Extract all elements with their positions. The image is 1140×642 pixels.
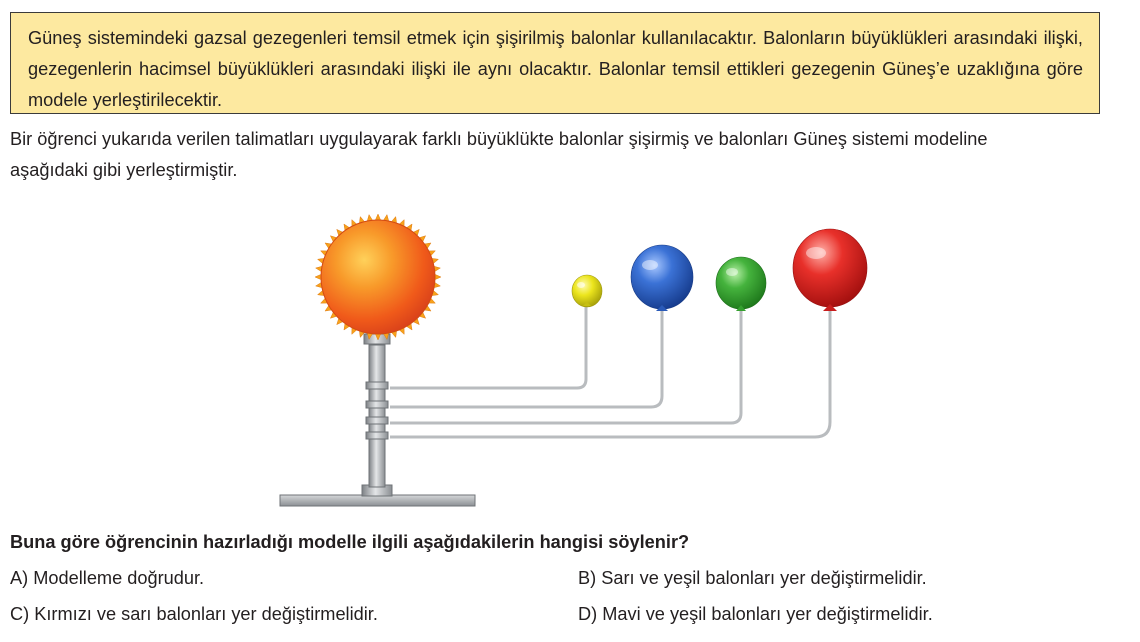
- stand-pole: [369, 345, 385, 487]
- pole-collar-1: [366, 382, 388, 389]
- red-balloon: [793, 229, 867, 311]
- instruction-text: Güneş sistemindeki gazsal gezegenleri temsil etmek için şişirilmiş balonlar kullanılacaktır. Balonların büyüklükleri arasındaki ilişki, gezegenlerin hacimsel büyüklükleri arasındaki ilişki ile aynı olacaktır. Balonlar temsil ettikleri gezegenin Güneş’e uzaklığına göre modele yerleştirilecektir.: [28, 28, 1083, 110]
- intro-paragraph: [10, 124, 1140, 186]
- option-b[interactable]: B) Sarı ve yeşil balonları yer değiştirmelidir.: [578, 568, 927, 588]
- intro-line-2: aşağıdaki gibi yerleştirmiştir.: [10, 160, 238, 180]
- option-a[interactable]: A) Modelleme doğrudur.: [10, 568, 205, 588]
- sun-body: [321, 220, 435, 334]
- pole-collar-2: [366, 401, 388, 408]
- green-balloon: [716, 257, 766, 311]
- option-d[interactable]: D) Mavi ve yeşil balonları yer değiştirmelidir.: [578, 604, 933, 624]
- solar-system-model-figure: [270, 205, 880, 510]
- wires: [390, 302, 830, 437]
- option-c[interactable]: C) Kırmızı ve sarı balonları yer değiştirmelidir.: [10, 604, 378, 624]
- wire-red: [390, 309, 830, 437]
- yellow-balloon: [572, 275, 602, 307]
- sun: [315, 214, 441, 340]
- intro-line-1: Bir öğrenci yukarıda verilen talimatları uygulayarak farklı büyüklükte balonlar şişirmiş ve balonları Güneş sistemi modeline: [10, 129, 988, 149]
- blue-balloon: [631, 245, 693, 311]
- wire-blue: [390, 311, 662, 407]
- pole-collar-4: [366, 432, 388, 439]
- stand: [280, 334, 475, 506]
- stand-base-plate: [280, 495, 475, 506]
- question-text: Buna göre öğrencinin hazırladığı modelle ilgili aşağıdakilerin hangisi söylenir?: [10, 532, 690, 552]
- pole-collar-3: [366, 417, 388, 424]
- instruction-box: [10, 12, 1100, 114]
